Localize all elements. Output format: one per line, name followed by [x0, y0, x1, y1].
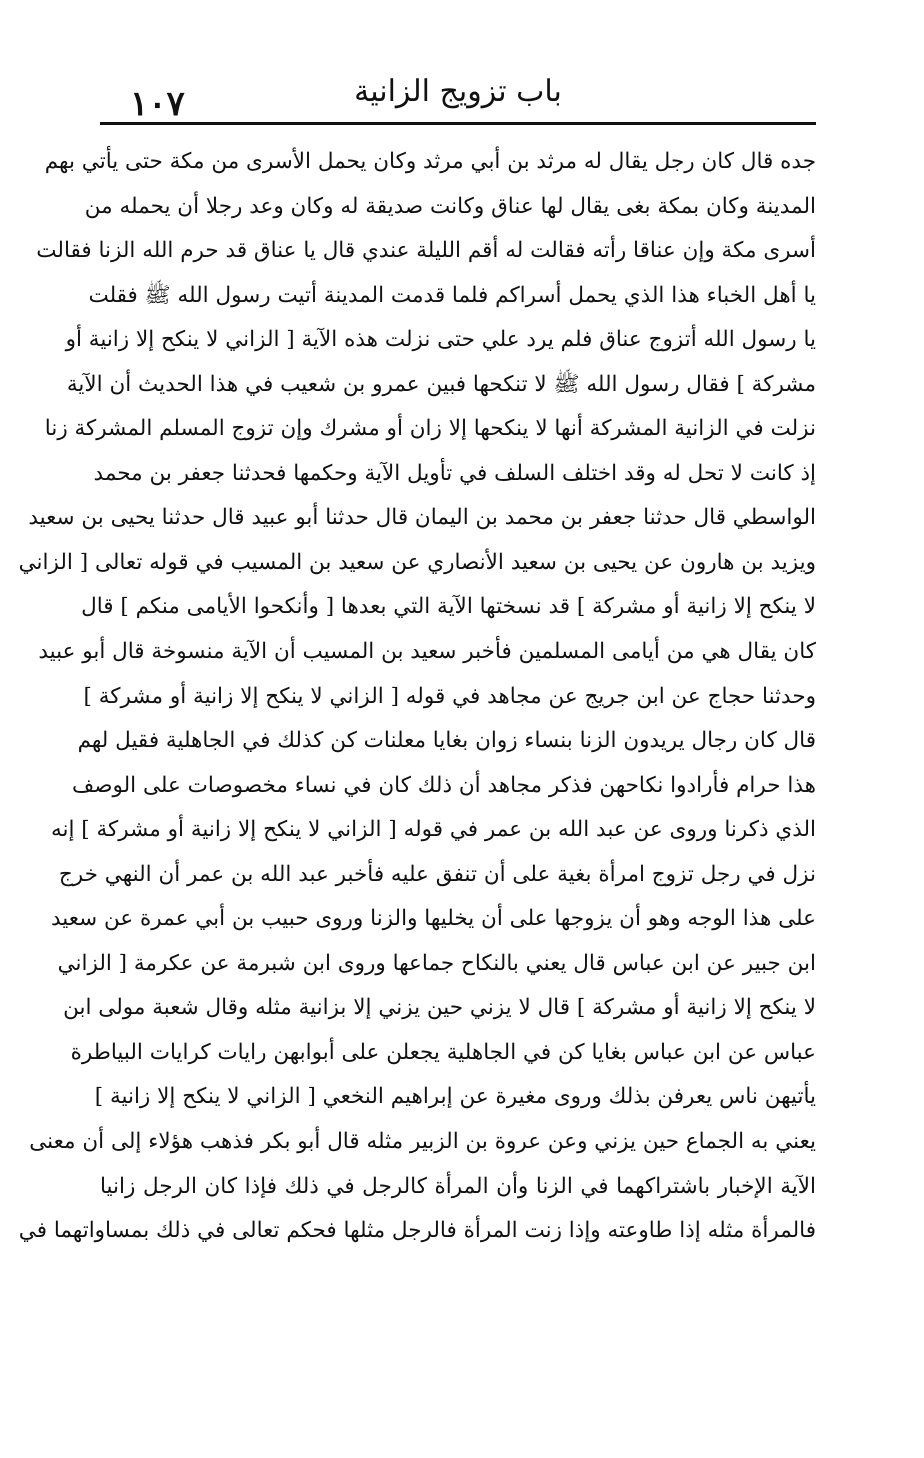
header-divider: [100, 122, 816, 125]
text-line: إذ كانت لا تحل له وقد اختلف السلف في تأويل الآية وحكمها فحدثنا جعفر بن محمد: [93, 460, 816, 486]
text-line: الواسطي قال حدثنا جعفر بن محمد بن اليمان قال حدثنا أبو عبيد قال حدثنا يحيى بن سعيد: [28, 505, 816, 531]
text-line: هذا حرام فأرادوا نكاحهن فذكر مجاهد أن ذلك كان في نساء مخصوصات على الوصف: [71, 772, 816, 798]
text-line: يا رسول الله أتزوج عناق فلم يرد علي حتى نزلت هذه الآية [ الزاني لا ينكح إلا زانية أو: [65, 327, 816, 353]
text-line: ابن جبير عن ابن عباس قال يعني بالنكاح جماعها وروى ابن شبرمة عن عكرمة [ الزاني: [57, 950, 816, 976]
text-line: لا ينكح إلا زانية أو مشركة ] قد نسختها الآية التي بعدها [ وأنكحوا الأيامى منكم ] قال: [81, 594, 816, 620]
text-line: أسرى مكة وإن عناقا رأته فقالت له أقم الليلة عندي قال يا عناق قد حرم الله الزنا فقالت: [36, 238, 816, 264]
page-header: [100, 62, 816, 124]
text-line: جده قال كان رجل يقال له مرثد بن أبي مرثد وكان يحمل الأسرى من مكة حتى يأتي بهم: [44, 149, 816, 174]
text-line: يعني به الجماع حين يزني وعن عروة بن الزبير مثله قال أبو بكر فذهب هؤلاء إلى أن معنى: [29, 1129, 816, 1155]
text-line: قال كان رجال يريدون الزنا بنساء زوان بغايا معلنات كن كذلك في الجاهلية فقيل لهم: [77, 728, 816, 754]
text-line: مشركة ] فقال رسول الله ﷺ لا تنكحها فبين عمرو بن شعيب في هذا الحديث أن الآية: [66, 371, 816, 397]
text-line: نزل في رجل تزوج امرأة بغية على أن تنفق عليه فأخبر عبد الله بن عمر أن النهي خرج: [58, 861, 816, 887]
chapter-title: باب تزويج الزانية: [354, 74, 562, 109]
page-number: ١٠٧: [130, 84, 185, 124]
text-line: الذي ذكرنا وروى عن عبد الله بن عمر في قوله [ الزاني لا ينكح إلا زانية أو مشركة ] إنه: [50, 817, 816, 843]
text-line: يا أهل الخباء هذا الذي يحمل أسراكم فلما قدمت المدينة أتيت رسول الله ﷺ فقلت: [88, 282, 816, 308]
text-line: كان يقال هي من أيامى المسلمين فأخبر سعيد بن المسيب أن الآية منسوخة قال أبو عبيد: [38, 639, 816, 665]
text-line: المدينة وكان بمكة بغى يقال لها عناق وكانت صديقة له وكان وعد رجلا أن يحمله من: [84, 193, 816, 219]
text-line: لا ينكح إلا زانية أو مشركة ] قال لا يزني حين يزني إلا بزانية مثله وقال شعبة مولى ابن: [63, 995, 816, 1021]
body-text: [18, 140, 816, 1254]
text-line: فالمرأة مثله إذا طاوعته وإذا زنت المرأة فالرجل مثلها فحكم تعالى في ذلك بمساواتهما في: [18, 1218, 816, 1244]
text-line: على هذا الوجه وهو أن يزوجها على أن يخليها والزنا وروى حبيب بن أبي عمرة عن سعيد: [50, 906, 816, 932]
text-line: عباس عن ابن عباس بغايا كن في الجاهلية يجعلن على أبوابهن رايات كرايات البياطرة: [70, 1039, 816, 1065]
text-line: ويزيد بن هارون عن يحيى بن سعيد الأنصاري عن سعيد بن المسيب في قوله تعالى [ الزاني: [18, 549, 816, 575]
text-line: وحدثنا حجاج عن ابن جريج عن مجاهد في قوله [ الزاني لا ينكح إلا زانية أو مشركة ]: [83, 683, 816, 709]
text-line: نزلت في الزانية المشركة أنها لا ينكحها إلا زان أو مشرك وإن تزوج المسلم المشركة زنا: [44, 416, 816, 442]
text-line: يأتيهن ناس يعرفن بذلك وروى مغيرة عن إبراهيم النخعي [ الزاني لا ينكح إلا زانية ]: [94, 1084, 816, 1110]
text-line: الآية الإخبار باشتراكهما في الزنا وأن المرأة كالرجل في ذلك فإذا كان الرجل زانيا: [100, 1173, 816, 1199]
